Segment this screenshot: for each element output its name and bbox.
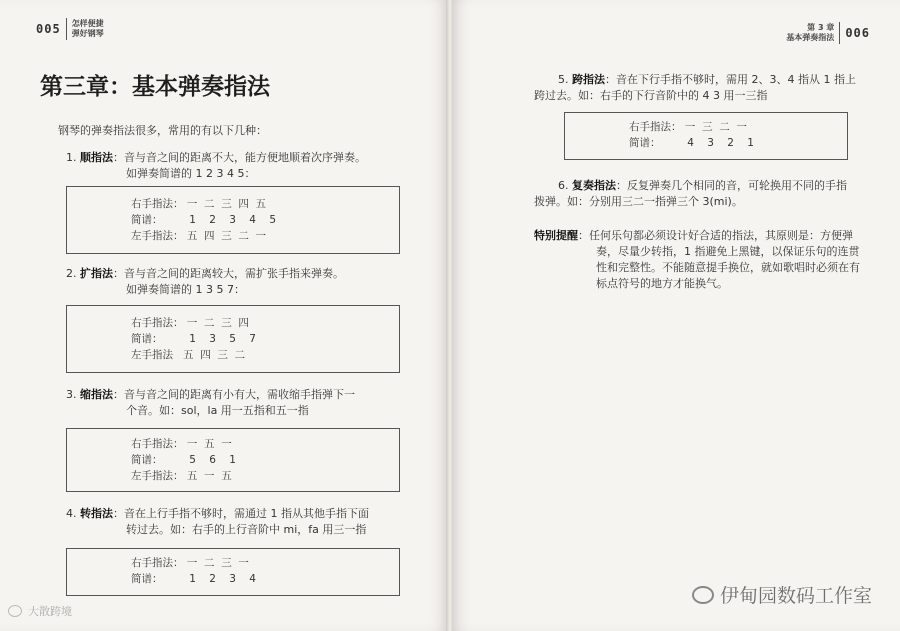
- right-page-number: 006: [845, 26, 870, 40]
- watermark-left-icon: [8, 605, 22, 617]
- header-divider: [839, 22, 840, 44]
- section-1-row-notation: 简谱： 1 2 3 4 5: [131, 214, 277, 226]
- watermark-right: [692, 581, 872, 608]
- watermark-right-text: 伊甸园数码工作室: [719, 585, 872, 607]
- section-4-num: 4.: [66, 507, 77, 520]
- left-header-text: [72, 19, 104, 39]
- section-4-desc1: ：音在上行手指不够时，需通过 1 指从其他手指下面: [113, 507, 369, 520]
- section-5-title: [558, 72, 888, 88]
- section-1-name: 顺指法: [80, 151, 113, 164]
- section-3-box: [66, 428, 400, 492]
- section-3-row-left: 左手指法： 五 一 五: [131, 470, 232, 482]
- left-page: [0, 0, 448, 631]
- section-5-desc1: ：音在下行手指不够时，需用 2、3、4 指从 1 指上: [605, 73, 856, 86]
- section-2-num: 2.: [66, 267, 77, 280]
- section-3-num: 3.: [66, 388, 77, 401]
- section-2-row-right: 右手指法： 一 二 三 四: [131, 317, 249, 329]
- section-4-title: [66, 506, 438, 522]
- section-1-desc2: 如弹奏简谱的 1 2 3 4 5：: [126, 167, 256, 180]
- left-page-number: 005: [36, 22, 61, 36]
- section-1-box: [66, 186, 400, 254]
- section-2-row-left: 左手指法 五 四 三 二: [131, 349, 246, 361]
- section-6-desc2: 拨弹。如：分别用三二一指弹三个 3(mi)。: [534, 195, 743, 208]
- section-2-title: [66, 266, 426, 282]
- section-5-row-notation: 简谱： 4 3 2 1: [629, 137, 754, 149]
- section-3-title: [66, 387, 436, 403]
- section-1-num: 1.: [66, 151, 77, 164]
- right-header-line1: 第 3 章: [807, 23, 835, 32]
- section-2-desc2: 如弹奏简谱的 1 3 5 7：: [126, 283, 245, 296]
- section-6-title: [558, 178, 888, 194]
- right-page-header: [786, 22, 870, 44]
- section-5-num: 5.: [558, 73, 569, 86]
- section-2-desc1: ：音与音之间的距离较大，需扩张手指来弹奏。: [113, 267, 344, 280]
- section-5-row-right: 右手指法： 一 三 二 一: [629, 121, 747, 133]
- tip-label: 特别提醒: [534, 229, 578, 242]
- wechat-icon: [692, 586, 714, 604]
- left-page-header: [36, 18, 104, 40]
- tip-line-2: 奏，尽量少转指，1 指避免上黑键，以保证乐句的连贯: [596, 245, 860, 258]
- section-2-box: [66, 305, 400, 373]
- section-3-row-right: 右手指法： 一 五 一: [131, 438, 232, 450]
- section-1-title: [66, 150, 426, 166]
- section-6-name: 复奏指法: [572, 179, 616, 192]
- right-header-text: [786, 23, 834, 43]
- section-1-row-left: 左手指法： 五 四 三 二 一: [131, 230, 267, 242]
- section-1-desc1: ：音与音之间的距离不大，能方便地顺着次序弹奏。: [113, 151, 366, 164]
- section-1-row-right: 右手指法： 一 二 三 四 五: [131, 198, 267, 210]
- watermark-left-text: 大散跨境: [28, 605, 72, 618]
- tip-line-3: 性和完整性。不能随意提手换位，就如歌唱时必须在有: [596, 261, 860, 274]
- tip-text-1: ：任何乐句都必须设计好合适的指法，其原则是：方便弹: [578, 229, 853, 242]
- intro-text: 钢琴的弹奏指法很多，常用的有以下几种：: [58, 124, 267, 137]
- section-3-desc1: ：音与音之间的距离有小有大，需收缩手指弹下一: [113, 388, 355, 401]
- left-header-line1: 怎样便捷: [71, 19, 104, 28]
- right-header-line2: 基本弹奏指法: [786, 33, 835, 42]
- section-4-box: [66, 548, 400, 596]
- watermark-left: [8, 603, 72, 619]
- section-2-name: 扩指法: [80, 267, 113, 280]
- header-divider: [66, 18, 67, 40]
- section-4-row-right: 右手指法： 一 二 三 一: [131, 557, 249, 569]
- section-3-row-notation: 简谱： 5 6 1: [131, 454, 236, 466]
- section-3-desc2: 个音。如：sol，la 用一五指和五一指: [126, 404, 309, 417]
- tip-line-4: 标点符号的地方才能换气。: [596, 277, 728, 290]
- section-4-name: 转指法: [80, 507, 113, 520]
- section-4-desc2: 转过去。如：右手的上行音阶中 mi，fa 用三一指: [126, 523, 367, 536]
- tip-line-1: [534, 228, 884, 244]
- section-5-box: [564, 112, 848, 160]
- chapter-title: 第三章：基本弹奏指法: [40, 73, 270, 100]
- section-5-desc2: 跨过去。如：右手的下行音阶中的 4 3 用一三指: [534, 89, 768, 102]
- section-2-row-notation: 简谱： 1 3 5 7: [131, 333, 256, 345]
- section-3-name: 缩指法: [80, 388, 113, 401]
- left-header-line2: 弹好钢琴: [71, 29, 104, 38]
- section-6-num: 6.: [558, 179, 569, 192]
- section-5-name: 跨指法: [572, 73, 605, 86]
- section-6-desc1: ：反复弹奏几个相同的音，可轮换用不同的手指: [616, 179, 847, 192]
- section-4-row-notation: 简谱： 1 2 3 4: [131, 573, 256, 585]
- right-page: [452, 0, 900, 631]
